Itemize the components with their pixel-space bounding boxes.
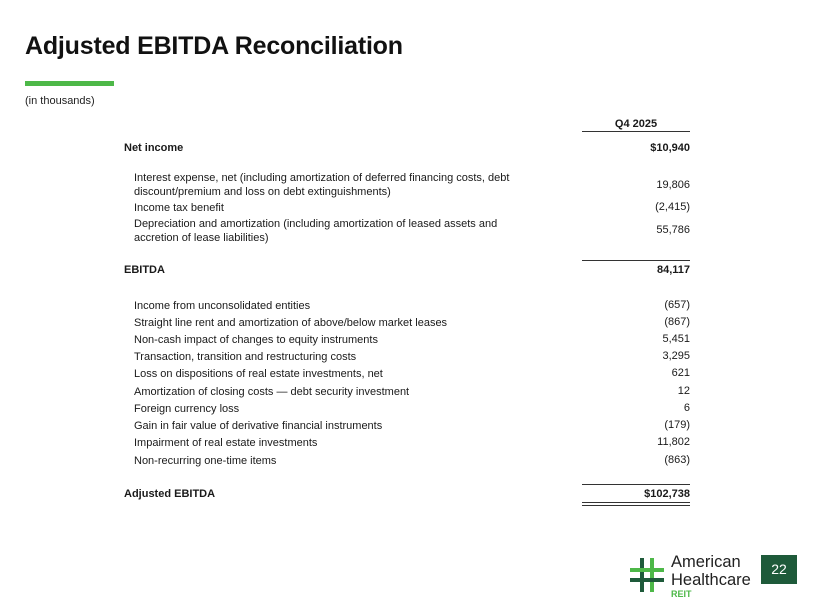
row-label: Loss on dispositions of real estate investments, net bbox=[134, 368, 383, 380]
row-label: Non-cash impact of changes to equity instruments bbox=[134, 334, 378, 346]
row-value: $10,940 bbox=[650, 142, 690, 154]
row-label: Depreciation and amortization (including amortization of leased assets and accretion of lease liabilities) bbox=[134, 218, 498, 244]
row-value: 55,786 bbox=[656, 224, 690, 236]
row-label: Net income bbox=[124, 142, 184, 154]
row-value: 84,117 bbox=[656, 264, 690, 276]
row-label: Adjusted EBITDA bbox=[124, 488, 216, 500]
title-accent-bar bbox=[25, 81, 114, 86]
subtotal-rule bbox=[582, 260, 690, 261]
row-label: Interest expense, net (including amortization of deferred financing costs, debt discount/premium and loss on debt extinguishments) bbox=[134, 172, 510, 198]
row-label: Impairment of real estate investments bbox=[134, 437, 318, 449]
row-value: 19,806 bbox=[656, 179, 690, 191]
row-value: 3,295 bbox=[662, 350, 690, 362]
row-label: Income from unconsolidated entities bbox=[134, 300, 311, 312]
row-value: (657) bbox=[664, 299, 690, 311]
units-note: (in thousands) bbox=[25, 95, 95, 107]
page-title: Adjusted EBITDA Reconciliation bbox=[25, 32, 403, 60]
column-header-period: Q4 2025 bbox=[582, 118, 690, 132]
row-value: (867) bbox=[664, 316, 690, 328]
total-double-rule-2 bbox=[582, 505, 690, 506]
row-value: (179) bbox=[664, 419, 690, 431]
row-value: (863) bbox=[664, 454, 690, 466]
row-label: Income tax benefit bbox=[134, 202, 224, 214]
row-value: 621 bbox=[671, 367, 690, 379]
logo-line-1: American bbox=[671, 553, 741, 571]
row-label: EBITDA bbox=[124, 264, 165, 276]
row-value: 12 bbox=[677, 385, 690, 397]
row-value: 5,451 bbox=[662, 333, 690, 345]
row-value: 6 bbox=[683, 402, 690, 414]
row-value: $102,738 bbox=[644, 488, 690, 500]
total-double-rule-1 bbox=[582, 502, 690, 503]
company-logo-icon bbox=[630, 558, 664, 592]
total-rule-top bbox=[582, 484, 690, 485]
logo-reit: REIT bbox=[671, 589, 692, 599]
row-value: 11,802 bbox=[657, 436, 690, 448]
row-label: Amortization of closing costs — debt security investment bbox=[134, 386, 410, 398]
row-label: Foreign currency loss bbox=[134, 403, 240, 415]
logo-line-2: Healthcare bbox=[671, 571, 751, 589]
row-value: (2,415) bbox=[655, 201, 690, 213]
row-label: Gain in fair value of derivative financial instruments bbox=[134, 420, 383, 432]
company-logo-text bbox=[671, 553, 751, 589]
row-label: Straight line rent and amortization of above/below market leases bbox=[134, 317, 448, 329]
page-number-badge: 22 bbox=[761, 555, 797, 584]
row-label: Transaction, transition and restructuring costs bbox=[134, 351, 357, 363]
row-label: Non-recurring one-time items bbox=[134, 455, 277, 467]
